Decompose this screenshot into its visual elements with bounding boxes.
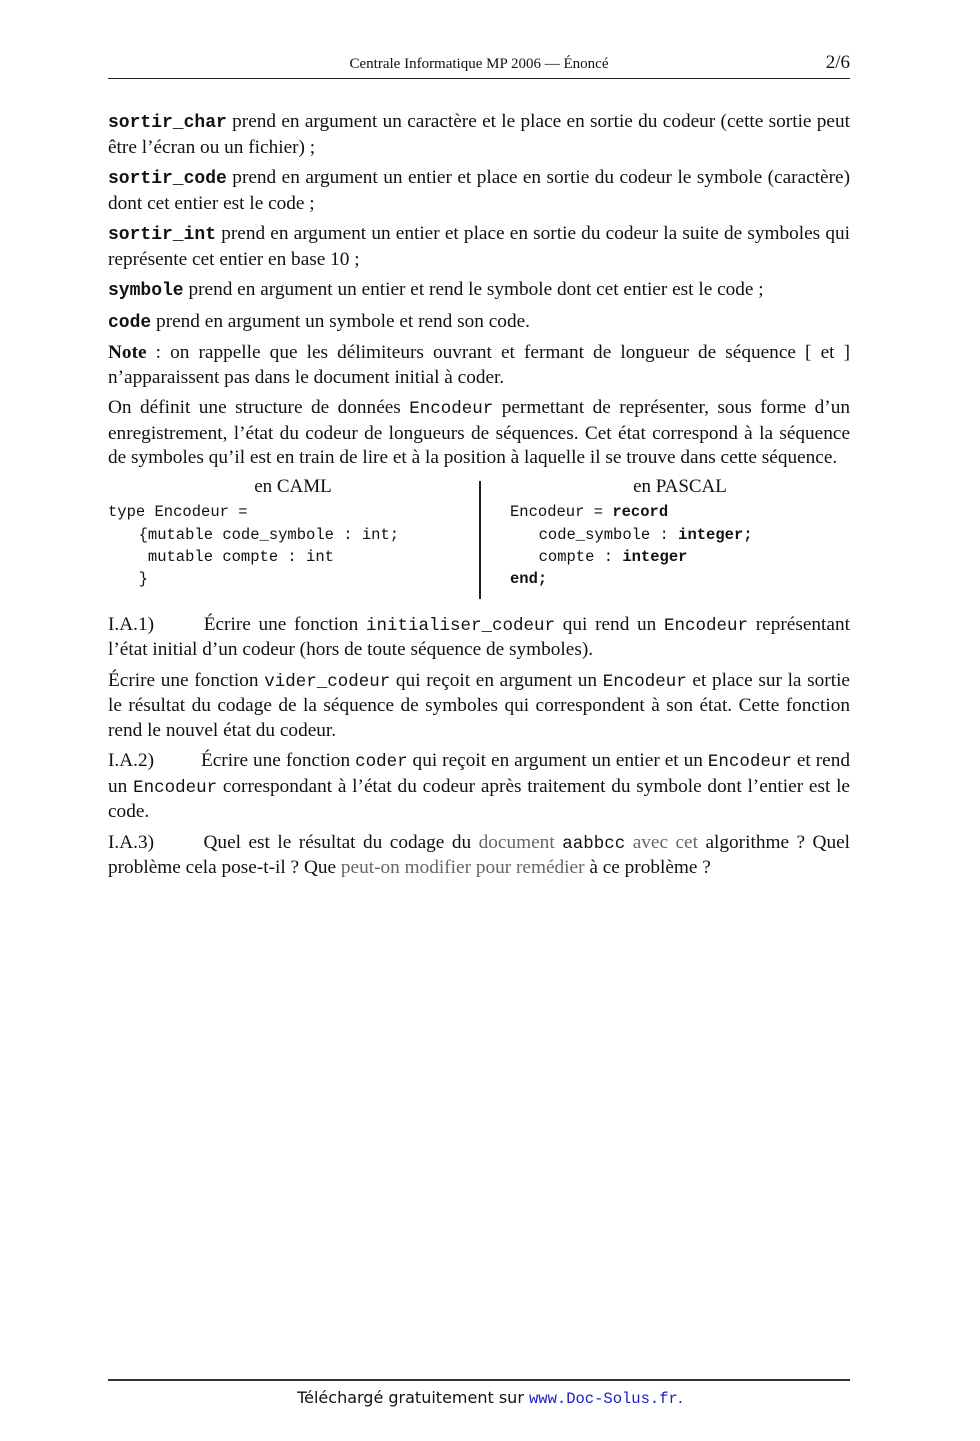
type-name: Encodeur — [707, 752, 792, 772]
function-name: vider_codeur — [264, 671, 391, 692]
question-label: I.A.2) — [108, 750, 155, 771]
page-footer — [0, 1388, 980, 1408]
pascal-code-line — [520, 524, 753, 546]
function-name: sortir_code — [108, 169, 227, 189]
pascal-heading: en PASCAL — [633, 475, 727, 497]
page-header — [108, 52, 850, 79]
question-text: et place sur la sortie le résultat du codage de la séquence de symboles qui correspondent à son état. Cette fonction rend le nouvel état du codeur. — [108, 669, 850, 741]
footer-period: . — [677, 1388, 683, 1407]
function-name: coder — [355, 752, 408, 772]
question-text: représentant l’état initial d’un codeur (hors de toute séquence de symboles). — [108, 613, 850, 660]
question-text: qui rend un — [562, 613, 657, 635]
note-paragraph — [108, 341, 850, 390]
question-ia1 — [108, 613, 850, 663]
function-name: initialiser_codeur — [366, 615, 556, 636]
header-title: Centrale Informatique MP 2006 — Énoncé — [349, 56, 609, 72]
caml-code-line: } — [120, 569, 148, 588]
code-comparison — [108, 477, 850, 601]
document-example: aabbcc — [562, 833, 626, 854]
document-body — [108, 110, 850, 887]
question-text-faded: peut-on modifier pour remédier — [340, 857, 585, 878]
footer-link[interactable]: www.Doc-Solus.fr — [528, 1390, 678, 1408]
pascal-code-text: code_symbole : — [520, 525, 679, 544]
caml-code-line: mutable compte : int — [120, 547, 334, 566]
question-text: à ce problème ? — [589, 857, 711, 878]
type-name: Encodeur — [133, 777, 218, 798]
question-text-faded: avec cet — [632, 831, 698, 853]
question-text: correspondant à l’état du codeur après traitement du symbole dont l’entier est le code. — [108, 775, 850, 822]
definition-sortir-code — [108, 166, 850, 216]
question-label: I.A.3) — [108, 831, 155, 853]
function-name: sortir_char — [108, 113, 227, 133]
question-text: Écrire une fonction — [108, 669, 259, 691]
pascal-code-text: Encodeur = — [510, 502, 613, 521]
question-ia3 — [108, 831, 850, 881]
definition-text: prend en argument un entier et rend le symbole dont cet entier est le code ; — [188, 279, 764, 300]
question-ia1-part2 — [108, 669, 850, 744]
function-name: sortir_int — [108, 225, 217, 245]
definition-sortir-char — [108, 110, 850, 160]
pascal-code-text: compte : — [520, 547, 623, 566]
type-name: Encodeur — [409, 399, 494, 419]
question-text: qui reçoit en argument un entier et un — [412, 750, 703, 771]
question-text-faded: document — [478, 831, 555, 853]
caml-heading: en CAML — [254, 475, 332, 497]
definition-text: prend en argument un entier et place en sortie du codeur la suite de symboles qui représente cet entier en base 10 ; — [108, 223, 850, 270]
pascal-keyword: record — [612, 502, 669, 521]
type-name: Encodeur — [602, 671, 687, 692]
note-label: Note — [108, 342, 147, 363]
footer-text: Téléchargé gratuitement sur — [297, 1388, 524, 1407]
pascal-code-line — [510, 568, 547, 590]
definition-text: prend en argument un symbole et rend son code. — [156, 310, 530, 332]
pascal-keyword: end; — [510, 569, 548, 588]
question-ia2 — [108, 749, 850, 825]
question-text: et rend un — [108, 750, 850, 797]
question-text: algorithme ? Quel problème cela pose-t-il ? Que — [108, 831, 851, 878]
note-text: : on rappelle que les délimiteurs ouvrant et fermant de longueur de séquence [ et ] n’apparaissent pas dans le document initial à coder. — [108, 342, 850, 388]
caml-code-line: {mutable code_symbole : int; — [120, 525, 400, 544]
function-name: code — [108, 312, 152, 333]
definition-text: prend en argument un entier et place en sortie du codeur le symbole (caractère) dont cet entier est le code ; — [108, 167, 850, 214]
pascal-keyword: integer — [622, 547, 688, 566]
pascal-code-line — [520, 546, 687, 568]
question-label: I.A.1) — [108, 613, 155, 635]
column-divider — [479, 481, 481, 599]
question-text: Écrire une fonction — [203, 613, 359, 635]
function-name: symbole — [108, 281, 184, 301]
question-text: qui reçoit en argument un — [395, 669, 598, 691]
page-number: 2/6 — [825, 52, 850, 73]
structure-intro-text: permettant de représenter, sous forme d’un enregistrement, l’état du codeur de longueurs de séquences. Cet état correspond à la séquence de symboles qu’il est en train de lire et à la position à laquelle il se trouve dans cette séquence. — [108, 397, 850, 468]
structure-intro-text: On définit une structure de données — [108, 397, 401, 418]
structure-intro — [108, 396, 850, 471]
definition-text: prend en argument un caractère et le place en sortie du codeur (cette sortie peut être l’écran ou un fichier) ; — [108, 111, 850, 158]
definition-code — [108, 310, 850, 336]
caml-code-line: type Encodeur = — [108, 502, 248, 521]
question-text: Écrire une fonction — [200, 750, 351, 771]
pascal-code-line — [510, 501, 668, 523]
question-text: Quel est le résultat du codage du — [203, 831, 472, 853]
definition-symbole — [108, 278, 850, 304]
type-name: Encodeur — [664, 615, 749, 636]
definition-sortir-int — [108, 222, 850, 272]
pascal-keyword: integer; — [678, 525, 753, 544]
footer-rule — [108, 1379, 850, 1381]
